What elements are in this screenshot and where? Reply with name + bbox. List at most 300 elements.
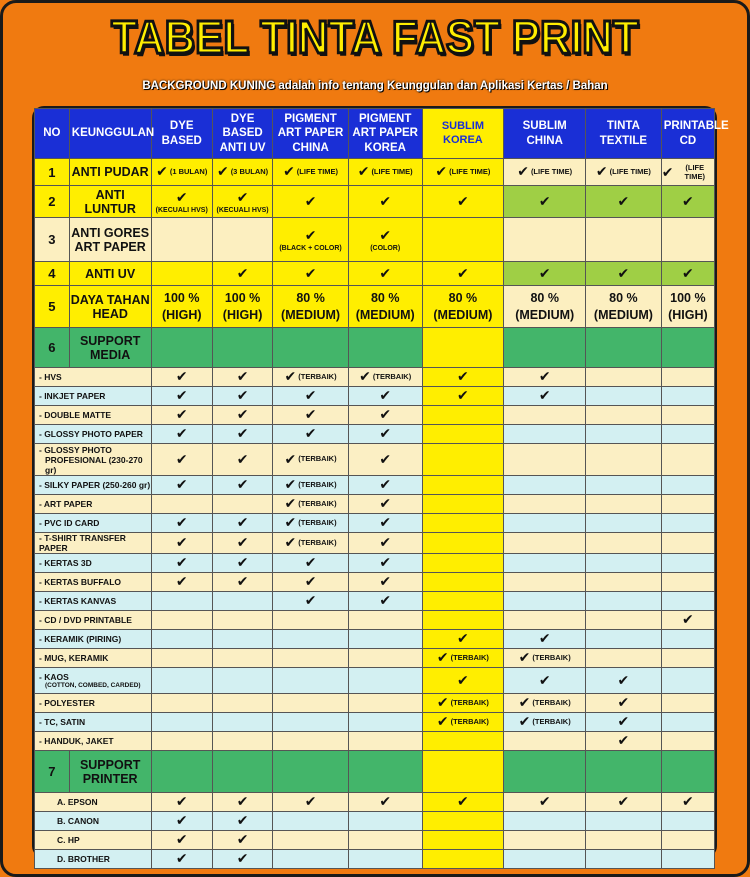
check-icon: ✔ xyxy=(436,649,449,665)
cell xyxy=(661,218,714,262)
cell xyxy=(422,262,504,286)
cell xyxy=(661,713,714,732)
media-row xyxy=(35,368,715,387)
row-support-media xyxy=(35,328,715,368)
check-icon: ✔ xyxy=(359,368,371,384)
cell xyxy=(422,573,504,592)
cell xyxy=(151,514,212,533)
cell xyxy=(504,514,586,533)
cell xyxy=(586,328,662,368)
table-header-row xyxy=(35,109,715,159)
printer-row xyxy=(35,812,715,831)
head-level: (MEDIUM) xyxy=(515,307,575,322)
cell xyxy=(661,476,714,495)
cell xyxy=(348,495,422,514)
check-icon: ✔ xyxy=(236,831,249,847)
check-icon: ✔ xyxy=(379,406,392,422)
cell xyxy=(422,406,504,425)
check-icon: ✔ xyxy=(236,450,249,467)
cell xyxy=(661,262,714,286)
cell xyxy=(504,444,586,476)
head-level: (MEDIUM) xyxy=(433,307,493,322)
check-icon: ✔ xyxy=(236,188,249,205)
media-label-text: - POLYESTER xyxy=(39,698,95,708)
cell xyxy=(348,592,422,611)
cell xyxy=(504,611,586,630)
media-row xyxy=(35,573,715,592)
cell xyxy=(151,592,212,611)
media-label xyxy=(35,630,152,649)
media-row xyxy=(35,713,715,732)
check-icon: ✔ xyxy=(236,425,249,441)
cell xyxy=(504,592,586,611)
page-subtitle: BACKGROUND KUNING adalah info tentang Keunggulan dan Aplikasi Kertas / Bahan xyxy=(142,80,608,92)
cell xyxy=(586,573,662,592)
cell xyxy=(504,495,586,514)
media-label-text: - KERTAS KANVAS xyxy=(39,596,117,606)
cell-note: (1 BULAN) xyxy=(169,166,208,176)
cell xyxy=(661,514,714,533)
cell xyxy=(661,630,714,649)
cell xyxy=(273,328,349,368)
media-label-sub: (COTTON, COMBED, CARDED) xyxy=(45,682,141,689)
cell xyxy=(348,406,422,425)
row-number: 4 xyxy=(35,262,70,286)
printer-label: A. EPSON xyxy=(35,793,152,812)
check-icon: ✔ xyxy=(284,534,297,550)
head-percent: 80 % xyxy=(609,290,638,305)
cell xyxy=(422,476,504,495)
cell xyxy=(212,793,272,812)
cell xyxy=(273,694,349,713)
cell xyxy=(586,630,662,649)
page-title: TABEL TINTA FAST PRINT xyxy=(111,11,639,63)
cell xyxy=(422,514,504,533)
cell xyxy=(422,713,504,732)
media-label xyxy=(35,668,152,694)
check-icon: ✔ xyxy=(357,163,370,179)
cell xyxy=(504,573,586,592)
cell xyxy=(504,186,586,218)
check-icon: ✔ xyxy=(379,793,392,809)
cell-note: (LIFE TIME) xyxy=(449,166,491,176)
row-label: ANTI GORES ART PAPER xyxy=(69,218,151,262)
cell xyxy=(151,262,212,286)
terbaik-label: (TERBAIK) xyxy=(298,537,337,547)
check-icon: ✔ xyxy=(517,163,529,179)
cell xyxy=(212,592,272,611)
cell xyxy=(586,611,662,630)
media-label xyxy=(35,406,152,425)
media-rows xyxy=(35,368,715,751)
cell xyxy=(273,713,349,732)
cell xyxy=(273,649,349,668)
cell xyxy=(348,186,422,218)
cell xyxy=(422,630,504,649)
cell xyxy=(504,630,586,649)
cell xyxy=(661,159,714,186)
check-icon: ✔ xyxy=(175,368,188,384)
cell xyxy=(212,476,272,495)
media-label xyxy=(35,387,152,406)
cell xyxy=(273,218,349,262)
cell xyxy=(273,611,349,630)
media-label xyxy=(35,533,152,554)
cell xyxy=(661,425,714,444)
cell xyxy=(273,186,349,218)
col-tinta-textile: TINTA TEXTILE xyxy=(586,109,662,159)
cell xyxy=(348,713,422,732)
cell xyxy=(504,425,586,444)
row-number: 7 xyxy=(35,751,70,793)
check-icon: ✔ xyxy=(304,592,317,608)
check-icon: ✔ xyxy=(457,793,469,809)
check-icon: ✔ xyxy=(304,425,317,441)
cell xyxy=(661,694,714,713)
cell xyxy=(422,611,504,630)
cell xyxy=(348,425,422,444)
check-icon: ✔ xyxy=(175,476,188,492)
cell xyxy=(151,668,212,694)
check-icon: ✔ xyxy=(175,534,188,550)
cell xyxy=(504,812,586,831)
cell-note: (KECUALI HVS) xyxy=(155,206,208,214)
cell xyxy=(586,533,662,554)
row-daya-tahan-head xyxy=(35,286,715,328)
cell xyxy=(151,694,212,713)
check-icon: ✔ xyxy=(175,188,188,205)
check-icon: ✔ xyxy=(538,630,551,646)
cell xyxy=(586,554,662,573)
cell xyxy=(273,831,349,850)
check-icon: ✔ xyxy=(236,476,249,492)
cell xyxy=(212,425,272,444)
cell xyxy=(151,831,212,850)
cell xyxy=(151,533,212,554)
head-percent: 80 % xyxy=(530,290,559,305)
check-icon: ✔ xyxy=(175,850,188,866)
media-row xyxy=(35,611,715,630)
cell xyxy=(586,186,662,218)
cell xyxy=(348,444,422,476)
cell-note: (KECUALI HVS) xyxy=(216,206,269,214)
check-icon: ✔ xyxy=(379,495,392,511)
cell xyxy=(348,793,422,812)
media-label-text: - T-SHIRT TRANSFER PAPER xyxy=(39,533,126,553)
cell xyxy=(212,630,272,649)
cell xyxy=(273,368,349,387)
check-icon: ✔ xyxy=(283,163,295,179)
check-icon: ✔ xyxy=(175,425,188,441)
row-anti-uv xyxy=(35,262,715,286)
check-icon: ✔ xyxy=(304,387,317,403)
cell xyxy=(273,630,349,649)
cell xyxy=(504,793,586,812)
media-label xyxy=(35,732,152,751)
cell xyxy=(422,694,504,713)
check-icon: ✔ xyxy=(304,264,317,281)
media-label-text: - GLOSSY PHOTO xyxy=(39,444,112,455)
check-icon: ✔ xyxy=(379,573,392,589)
cell xyxy=(151,286,212,328)
cell xyxy=(151,425,212,444)
terbaik-label: (TERBAIK) xyxy=(532,697,571,707)
media-label xyxy=(35,476,152,495)
check-icon: ✔ xyxy=(617,694,630,710)
cell xyxy=(422,495,504,514)
check-icon: ✔ xyxy=(518,713,531,729)
cell xyxy=(586,713,662,732)
cell xyxy=(504,554,586,573)
media-label-text: - INKJET PAPER xyxy=(39,391,106,401)
cell xyxy=(151,186,212,218)
cell xyxy=(212,611,272,630)
cell xyxy=(504,533,586,554)
media-label-text: - MUG, KERAMIK xyxy=(39,653,109,663)
cell xyxy=(422,812,504,831)
printer-label: B. CANON xyxy=(35,812,152,831)
cell xyxy=(504,218,586,262)
check-icon: ✔ xyxy=(682,264,694,281)
row-number: 3 xyxy=(35,218,70,262)
check-icon: ✔ xyxy=(682,611,694,627)
ink-comparison-table xyxy=(34,108,729,869)
check-icon: ✔ xyxy=(175,831,188,847)
cell xyxy=(212,831,272,850)
check-icon: ✔ xyxy=(682,192,694,209)
cell xyxy=(273,286,349,328)
row-anti-luntur xyxy=(35,186,715,218)
cell xyxy=(212,387,272,406)
cell xyxy=(661,368,714,387)
cell-note: (LIFE TIME) xyxy=(609,166,651,176)
check-icon: ✔ xyxy=(304,554,317,570)
col-dye-based: DYE BASED xyxy=(151,109,212,159)
check-icon: ✔ xyxy=(379,514,392,530)
check-icon: ✔ xyxy=(236,812,249,828)
cell xyxy=(348,668,422,694)
cell xyxy=(661,751,714,793)
check-icon: ✔ xyxy=(595,163,608,179)
cell xyxy=(422,850,504,869)
check-icon: ✔ xyxy=(457,630,469,646)
head-level: (HIGH) xyxy=(161,307,202,322)
cell xyxy=(151,328,212,368)
cell xyxy=(212,262,272,286)
cell xyxy=(422,387,504,406)
cell xyxy=(586,514,662,533)
cell xyxy=(273,262,349,286)
cell xyxy=(151,406,212,425)
media-row xyxy=(35,668,715,694)
head-percent: 100 % xyxy=(224,290,261,305)
terbaik-label: (TERBAIK) xyxy=(298,498,337,508)
check-icon: ✔ xyxy=(379,554,392,570)
cell xyxy=(273,592,349,611)
cell xyxy=(151,387,212,406)
media-row xyxy=(35,495,715,514)
cell xyxy=(273,793,349,812)
media-label xyxy=(35,649,152,668)
cell xyxy=(348,476,422,495)
cell xyxy=(273,668,349,694)
check-icon: ✔ xyxy=(175,812,188,828)
cell xyxy=(212,495,272,514)
check-icon: ✔ xyxy=(175,514,188,530)
cell xyxy=(504,476,586,495)
cell xyxy=(151,751,212,793)
head-level: (HIGH) xyxy=(668,307,708,322)
check-icon: ✔ xyxy=(175,554,188,570)
ink-table-container xyxy=(32,106,729,866)
cell xyxy=(504,406,586,425)
media-row xyxy=(35,592,715,611)
check-icon: ✔ xyxy=(538,192,551,209)
check-icon: ✔ xyxy=(379,476,392,492)
cell xyxy=(151,713,212,732)
cell xyxy=(212,850,272,869)
check-icon: ✔ xyxy=(457,671,469,688)
cell xyxy=(212,368,272,387)
cell xyxy=(422,831,504,850)
media-row xyxy=(35,514,715,533)
check-icon: ✔ xyxy=(617,264,630,281)
cell xyxy=(348,573,422,592)
cell xyxy=(504,831,586,850)
check-icon: ✔ xyxy=(379,226,392,243)
cell xyxy=(212,668,272,694)
media-row xyxy=(35,554,715,573)
printer-row xyxy=(35,793,715,812)
media-row xyxy=(35,444,715,476)
cell xyxy=(273,850,349,869)
cell xyxy=(586,668,662,694)
media-label-text: - KERTAS 3D xyxy=(39,558,92,568)
cell xyxy=(348,368,422,387)
media-row xyxy=(35,694,715,713)
cell xyxy=(151,649,212,668)
cell-note: (COLOR) xyxy=(370,244,401,252)
terbaik-label: (TERBAIK) xyxy=(298,479,337,489)
cell xyxy=(661,831,714,850)
check-icon: ✔ xyxy=(617,732,630,748)
cell xyxy=(504,262,586,286)
cell xyxy=(422,592,504,611)
cell xyxy=(212,514,272,533)
cell xyxy=(586,218,662,262)
cell xyxy=(348,694,422,713)
media-row xyxy=(35,476,715,495)
cell xyxy=(273,495,349,514)
cell xyxy=(212,649,272,668)
col-sublim-china: SUBLIM CHINA xyxy=(504,109,586,159)
media-label xyxy=(35,713,152,732)
cell xyxy=(212,444,272,476)
check-icon: ✔ xyxy=(457,387,469,403)
cell xyxy=(586,649,662,668)
check-icon: ✔ xyxy=(175,573,188,589)
check-icon: ✔ xyxy=(379,387,392,403)
media-label-text: - HVS xyxy=(39,372,62,382)
check-icon: ✔ xyxy=(284,450,297,467)
check-icon: ✔ xyxy=(538,671,551,688)
check-icon: ✔ xyxy=(518,649,531,665)
media-row xyxy=(35,649,715,668)
row-number: 5 xyxy=(35,286,70,328)
check-icon: ✔ xyxy=(236,514,249,530)
cell xyxy=(586,831,662,850)
cell xyxy=(504,850,586,869)
row-number: 6 xyxy=(35,328,70,368)
cell xyxy=(586,262,662,286)
media-row xyxy=(35,732,715,751)
cell xyxy=(504,668,586,694)
col-pigment-china: PIGMENT ART PAPER CHINA xyxy=(273,109,349,159)
cell xyxy=(212,159,272,186)
cell-note: (LIFE TIME) xyxy=(371,166,413,176)
cell xyxy=(151,159,212,186)
cell xyxy=(586,694,662,713)
check-icon: ✔ xyxy=(236,850,249,866)
media-label-text: - KERAMIK (PIRING) xyxy=(39,634,122,644)
media-label-text: - KERTAS BUFFALO xyxy=(39,577,122,587)
cell xyxy=(586,286,662,328)
cell-note: (3 BULAN) xyxy=(230,166,269,176)
check-icon: ✔ xyxy=(175,793,188,809)
cell xyxy=(422,444,504,476)
cell xyxy=(348,328,422,368)
media-row xyxy=(35,533,715,554)
cell xyxy=(348,732,422,751)
check-icon: ✔ xyxy=(175,450,188,467)
check-icon: ✔ xyxy=(379,450,392,467)
cell xyxy=(348,751,422,793)
head-percent: 80 % xyxy=(448,290,478,305)
cell xyxy=(348,812,422,831)
cell xyxy=(586,812,662,831)
cell xyxy=(151,218,212,262)
cell xyxy=(504,713,586,732)
media-label-text: - ART PAPER xyxy=(39,499,93,509)
check-icon: ✔ xyxy=(236,387,249,403)
cell xyxy=(348,850,422,869)
cell xyxy=(348,159,422,186)
cell xyxy=(422,649,504,668)
cell xyxy=(212,812,272,831)
media-row xyxy=(35,630,715,649)
check-icon: ✔ xyxy=(236,793,249,809)
head-level: (MEDIUM) xyxy=(281,307,341,322)
check-icon: ✔ xyxy=(236,368,249,384)
row-anti-pudar xyxy=(35,159,715,186)
cell xyxy=(586,592,662,611)
cell xyxy=(586,159,662,186)
check-icon: ✔ xyxy=(379,534,392,550)
cell xyxy=(151,850,212,869)
cell xyxy=(586,406,662,425)
media-label-text: - DOUBLE MATTE xyxy=(39,410,112,420)
cell xyxy=(151,630,212,649)
media-label xyxy=(35,425,152,444)
media-label-text: - KAOS xyxy=(39,672,69,682)
cell xyxy=(661,649,714,668)
check-icon: ✔ xyxy=(236,554,249,570)
row-support-printer xyxy=(35,751,715,793)
check-icon: ✔ xyxy=(617,793,630,809)
cell xyxy=(504,694,586,713)
cell xyxy=(348,831,422,850)
head-percent: 80 % xyxy=(296,290,325,305)
